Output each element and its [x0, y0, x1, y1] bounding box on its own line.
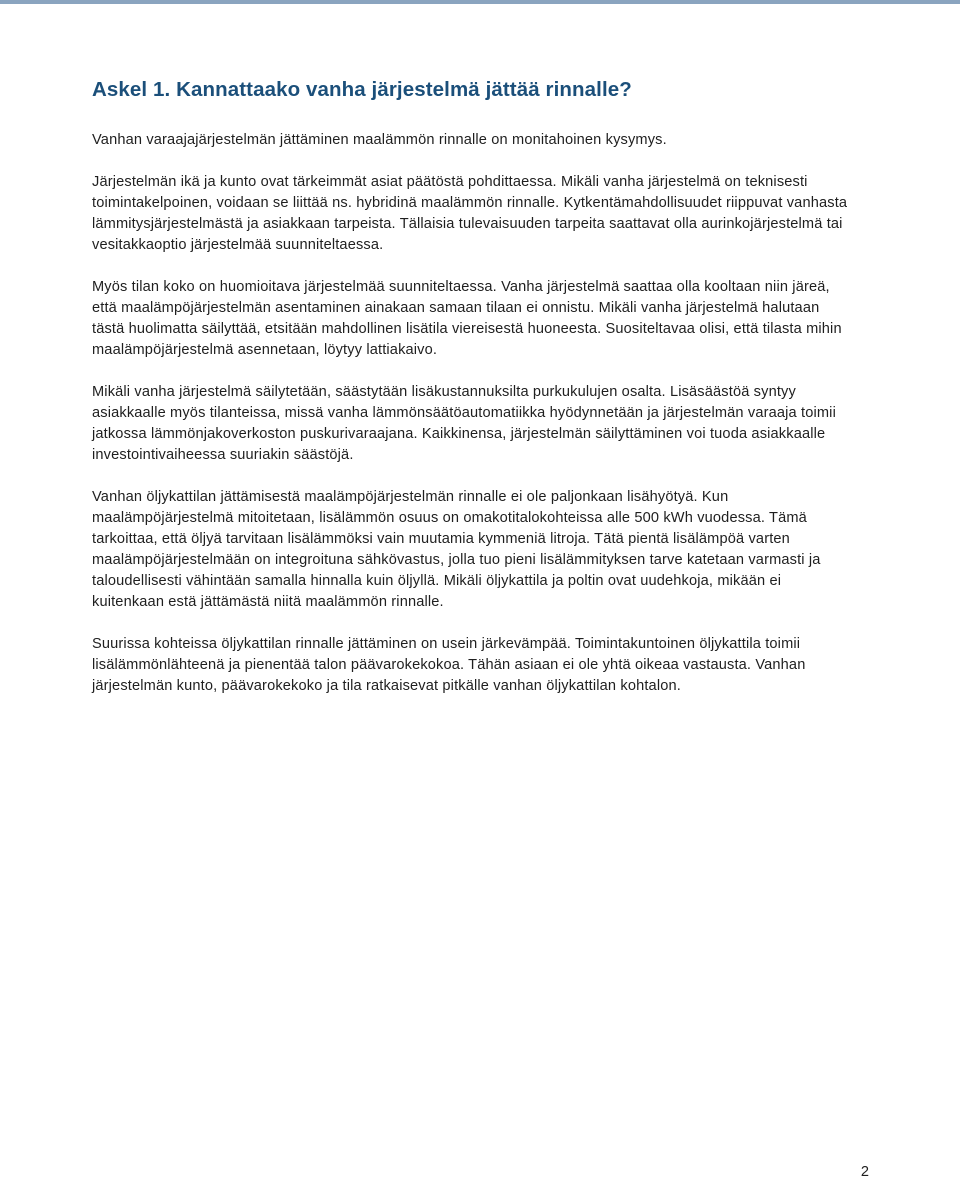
page-content — [92, 76, 852, 697]
paragraph-oil-boiler: Vanhan öljykattilan jättämisestä maalämpöjärjestelmän rinnalle ei ole paljonkaan lisähyötyä. Kun maalämpöjärjestelmä mitoitetaan, lisälämmön osuus on omakotitalokohteissa alle 500 kWh vuodessa. Tämä tarkoittaa, että öljyä tarvitaan lisälämmöksi vain muutamia kymmeniä litroja. Tätä pientä lisälämpöä varten maalämpöjärjestelmään on integroituna sähkövastus, jolla tuo pieni lisälämmityksen tarve katetaan varmasti ja taloudellisesti vähintään samalla hinnalla kuin öljyllä. Mikäli öljykattila ja poltin ovat uudehkoja, mikään ei kuitenkaan estä jättämästä niitä maalämmön rinnalle. — [92, 489, 821, 610]
paragraph-large-sites: Suurissa kohteissa öljykattilan rinnalle jättäminen on usein järkevämpää. Toimintakuntoinen öljykattila toimii lisälämmönlähteenä ja pienentää talon päävarokekokoa. Tähän asiaan ei ole yhtä oikeaa vastausta. Vanhan järjestelmän kunto, päävarokekoko ja tila ratkaisevat pitkälle vanhan öljykattilan kohtalon. — [92, 636, 806, 694]
page-number: 2 — [860, 1164, 869, 1180]
top-accent-bar — [0, 0, 960, 4]
paragraph-space: Myös tilan koko on huomioitava järjestelmää suunniteltaessa. Vanha järjestelmä saattaa olla kooltaan niin järeä, että maalämpöjärjestelmän asentaminen ainakaan samaan tilaan ei onnistu. Mikäli vanha järjestelmä halutaan tästä huolimatta säilyttää, etsitään mahdollinen lisätila viereisestä huoneesta. Suositeltavaa olisi, että tilasta mihin maalämpöjärjestelmä asennetaan, löytyy lattiakaivo. — [92, 279, 842, 358]
paragraph-age-condition: Järjestelmän ikä ja kunto ovat tärkeimmät asiat päätöstä pohdittaessa. Mikäli vanha järjestelmä on teknisesti toimintakelpoinen, voidaan se liittää ns. hybridinä maalämmön rinnalle. Kytkentämahdollisuudet riippuvat vanhasta lämmitysjärjestelmästä ja asiakkaan tarpeista. Tällaisia tulevaisuuden tarpeita saattavat olla aurinkojärjestelmä tai vesitakkaoptio järjestelmää suunniteltaessa. — [92, 174, 848, 253]
page-title: Askel 1. Kannattaako vanha järjestelmä jättää rinnalle? — [92, 78, 632, 101]
paragraph-savings: Mikäli vanha järjestelmä säilytetään, säästytään lisäkustannuksilta purkukulujen osalta. Lisäsäästöä syntyy asiakkaalle myös tilanteissa, missä vanha lämmönsäätöautomatiikka hyödynnetään ja järjestelmän varaaja toimii jatkossa lämmönjakoverkoston puskurivaraajana. Kaikkinensa, järjestelmän säilyttäminen voi tuoda asiakkaalle investointivaiheessa suuriakin säästöjä. — [92, 384, 836, 463]
paragraph-intro: Vanhan varaajajärjestelmän jättäminen maalämmön rinnalle on monitahoinen kysymys. — [92, 132, 667, 148]
